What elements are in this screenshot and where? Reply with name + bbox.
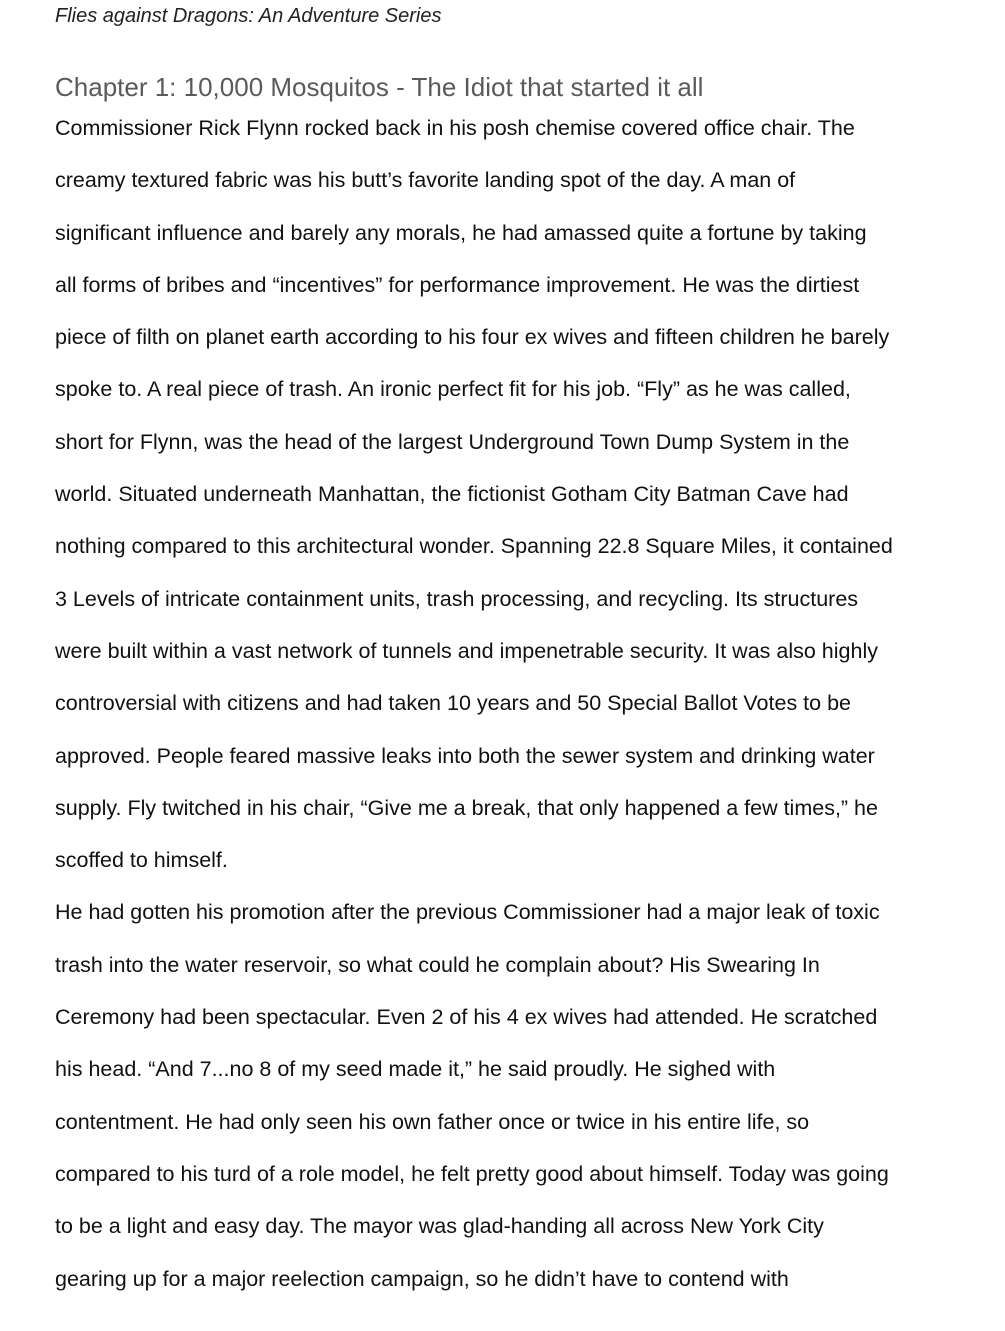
text-line: 3 Levels of intricate containment units, trash processing, and recycling. Its structures <box>55 586 859 611</box>
text-line: piece of filth on planet earth according to his four ex wives and fifteen children he barely <box>55 325 890 350</box>
text-line: controversial with citizens and had taken 10 years and 50 Special Ballot Votes to be <box>55 691 851 716</box>
text-line: gearing up for a major reelection campaign, so he didn’t have to contend with <box>55 1266 789 1291</box>
text-line: to be a light and easy day. The mayor was glad-handing all across New York City <box>55 1214 824 1239</box>
series-title: Flies against Dragons: An Adventure Series <box>55 5 442 27</box>
text-line: compared to his turd of a role model, he felt pretty good about himself. Today was going <box>55 1161 889 1186</box>
text-line: his head. “And 7...no 8 of my seed made it,” he said proudly. He sighed with <box>55 1057 776 1082</box>
text-line: Ceremony had been spectacular. Even 2 of his 4 ex wives had attended. He scratched <box>55 1005 878 1030</box>
text-line: supply. Fly twitched in his chair, “Give me a break, that only happened a few times,” he <box>55 795 878 820</box>
text-line: scoffed to himself. <box>55 848 228 873</box>
text-line: approved. People feared massive leaks into both the sewer system and drinking water <box>55 743 875 768</box>
text-line: creamy textured fabric was his butt’s favorite landing spot of the day. A man of <box>55 168 796 193</box>
text-line: world. Situated underneath Manhattan, the fictionist Gotham City Batman Cave had <box>55 482 849 507</box>
text-line: trash into the water reservoir, so what could he complain about? His Swearing In <box>55 952 820 977</box>
text-line: all forms of bribes and “incentives” for performance improvement. He was the dirtiest <box>55 272 860 297</box>
text-line: were built within a vast network of tunnels and impenetrable security. It was also highly <box>55 638 878 663</box>
text-line: significant influence and barely any morals, he had amassed quite a fortune by taking <box>55 220 867 245</box>
text-line: short for Flynn, was the head of the largest Underground Town Dump System in the <box>55 429 850 454</box>
chapter-body <box>55 102 955 1305</box>
text-line: contentment. He had only seen his own father once or twice in his entire life, so <box>55 1109 810 1134</box>
text-line: nothing compared to this architectural wonder. Spanning 22.8 Square Miles, it contained <box>55 534 893 559</box>
text-line: Commissioner Rick Flynn rocked back in his posh chemise covered office chair. The <box>55 116 855 140</box>
chapter-title: Chapter 1: 10,000 Mosquitos - The Idiot that started it all <box>55 72 704 102</box>
text-line: spoke to. A real piece of trash. An ironic perfect fit for his job. “Fly” as he was called, <box>55 377 851 402</box>
text-line: He had gotten his promotion after the previous Commissioner had a major leak of toxic <box>55 900 880 925</box>
